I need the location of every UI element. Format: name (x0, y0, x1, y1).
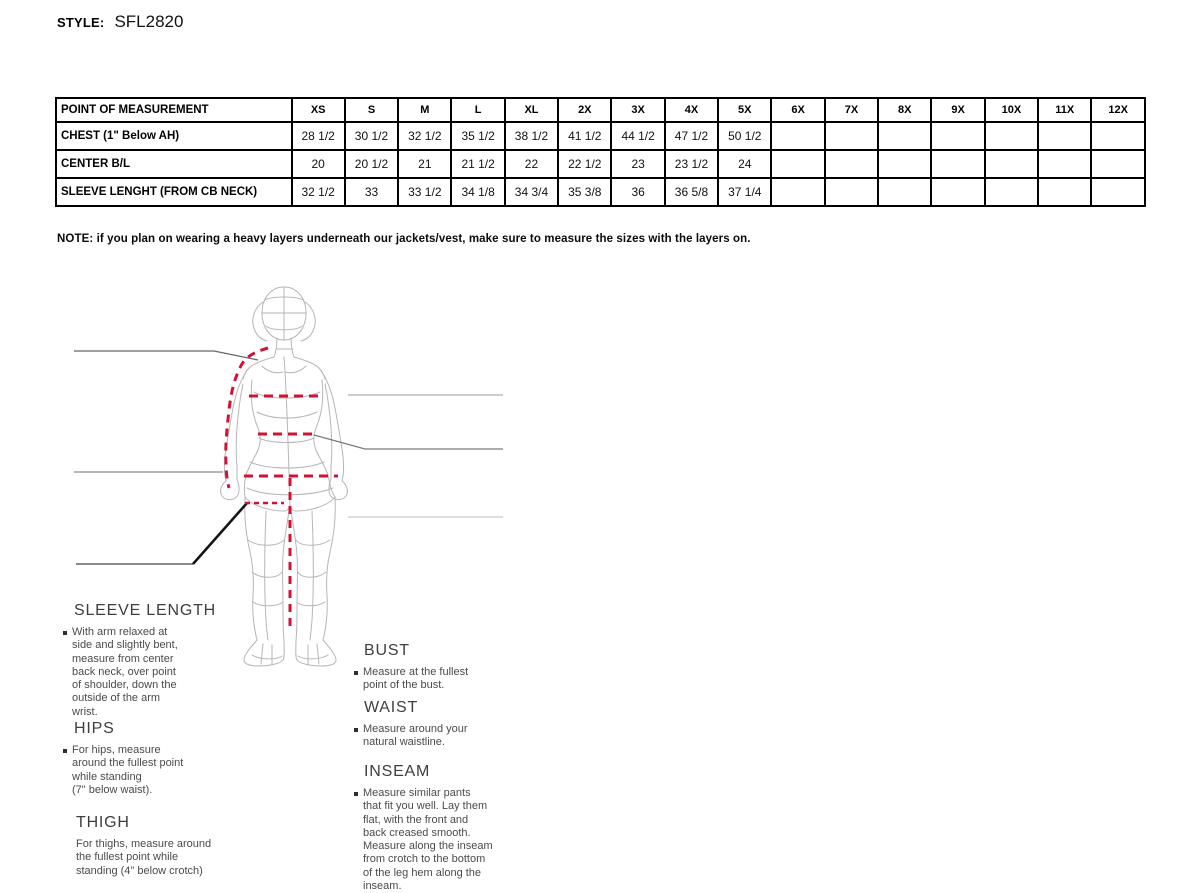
description-line: the fullest point while (76, 851, 179, 864)
size-value-cell: 32 1/2 (292, 178, 345, 206)
row-label: CHEST (1" Below AH) (56, 122, 292, 150)
bust-title: BUST (364, 642, 410, 659)
column-header-size: 2X (558, 98, 611, 122)
description-line: while standing (72, 770, 142, 783)
description-line: Measure around your (363, 723, 468, 735)
description-line: back creased smooth. (363, 826, 471, 839)
size-value-cell: 37 1/4 (718, 178, 771, 206)
description-line: of shoulder, down the (72, 679, 177, 692)
bullet-square-icon (354, 728, 358, 732)
size-value-cell: 33 (345, 178, 398, 206)
column-header-size: 4X (665, 98, 718, 122)
description-line: Measure similar pants (363, 787, 471, 799)
column-header-size: 8X (878, 98, 931, 122)
size-value-cell: 35 3/8 (558, 178, 611, 206)
column-header-size: L (451, 98, 504, 122)
size-value-cell: 24 (718, 150, 771, 178)
description-line: back neck, over point (72, 665, 176, 678)
size-value-cell (878, 122, 931, 150)
description-line: point of the bust. (363, 679, 445, 692)
size-value-cell: 21 (398, 150, 451, 178)
column-header-size: 10X (985, 98, 1038, 122)
size-value-cell (985, 178, 1038, 206)
column-header-size: XS (292, 98, 345, 122)
sleeve-title: SLEEVE LENGTH (74, 602, 217, 619)
diagram-label-sleeve (63, 602, 216, 719)
size-value-cell (1038, 150, 1091, 178)
column-header-size: 5X (718, 98, 771, 122)
body-wireframe (221, 287, 348, 666)
description-line: wrist. (72, 705, 98, 718)
size-value-cell: 34 1/8 (451, 178, 504, 206)
style-header (57, 12, 183, 32)
row-label: SLEEVE LENGHT (FROM CB NECK) (56, 178, 292, 206)
size-value-cell (771, 150, 824, 178)
description-line: around the fullest point (72, 757, 184, 770)
table-row (56, 150, 1145, 178)
size-value-cell (1038, 122, 1091, 150)
column-header-size: XL (505, 98, 558, 122)
diagram-label-bust (354, 642, 468, 693)
size-value-cell: 36 5/8 (665, 178, 718, 206)
table-row (56, 178, 1145, 206)
size-value-cell: 30 1/2 (345, 122, 398, 150)
description-line: that fit you well. Lay them (363, 800, 488, 813)
measurement-diagram (0, 270, 620, 893)
size-value-cell (771, 178, 824, 206)
description-line: With arm relaxed at (72, 626, 168, 638)
description-line: of the leg hem along the (363, 866, 482, 879)
size-value-cell: 33 1/2 (398, 178, 451, 206)
size-value-cell (931, 150, 984, 178)
bullet-square-icon (354, 671, 358, 675)
size-value-cell: 47 1/2 (665, 122, 718, 150)
size-value-cell (825, 122, 878, 150)
size-value-cell: 32 1/2 (398, 122, 451, 150)
diagram-label-inseam (354, 763, 493, 893)
column-header-size: 9X (931, 98, 984, 122)
bust-description (363, 666, 468, 693)
description-line: outside of the arm (72, 692, 161, 705)
row-label: CENTER B/L (56, 150, 292, 178)
thigh-title: THIGH (76, 814, 130, 831)
size-value-cell (1091, 178, 1145, 206)
description-line: measure from center (72, 652, 174, 665)
thigh-description (76, 838, 211, 878)
description-line: flat, with the front and (363, 813, 469, 826)
column-header-point-of-measurement: POINT OF MEASUREMENT (56, 98, 292, 122)
description-line: inseam. (363, 880, 402, 893)
size-value-cell (1038, 178, 1091, 206)
size-value-cell: 28 1/2 (292, 122, 345, 150)
inseam-description (363, 787, 493, 893)
diagram-label-waist (354, 699, 468, 750)
size-value-cell: 44 1/2 (611, 122, 664, 150)
inseam-title: INSEAM (364, 763, 431, 780)
description-line: (7" below waist). (72, 783, 153, 796)
size-value-cell: 22 1/2 (558, 150, 611, 178)
size-chart-table (55, 97, 1146, 207)
description-line: standing (4" below crotch) (76, 864, 203, 877)
hips-description (72, 744, 183, 797)
size-value-cell: 38 1/2 (505, 122, 558, 150)
style-number: SFL2820 (114, 12, 184, 31)
description-line: Measure at the fullest (363, 666, 469, 678)
size-value-cell: 34 3/4 (505, 178, 558, 206)
size-value-cell (771, 122, 824, 150)
size-value-cell: 50 1/2 (718, 122, 771, 150)
table-row (56, 122, 1145, 150)
sleeve-description (72, 626, 178, 719)
description-line: Measure along the inseam (363, 840, 493, 853)
bullet-square-icon (63, 631, 67, 635)
column-header-size: S (345, 98, 398, 122)
diagram-label-thigh (76, 814, 211, 878)
size-value-cell: 20 1/2 (345, 150, 398, 178)
size-value-cell: 23 (611, 150, 664, 178)
description-line: For thighs, measure around (76, 838, 212, 850)
table-header-row (56, 98, 1145, 122)
size-value-cell (985, 150, 1038, 178)
column-header-size: 7X (825, 98, 878, 122)
column-header-size: M (398, 98, 451, 122)
size-value-cell: 21 1/2 (451, 150, 504, 178)
bullet-square-icon (354, 792, 358, 796)
size-value-cell (1091, 122, 1145, 150)
size-value-cell (1091, 150, 1145, 178)
size-value-cell (825, 178, 878, 206)
description-line: from crotch to the bottom (363, 853, 486, 866)
hips-title: HIPS (74, 720, 115, 737)
description-line: side and slightly bent, (72, 639, 178, 652)
waist-description (363, 723, 468, 750)
column-header-size: 3X (611, 98, 664, 122)
waist-title: WAIST (364, 699, 419, 716)
size-value-cell: 22 (505, 150, 558, 178)
bullet-square-icon (63, 749, 67, 753)
size-value-cell (878, 178, 931, 206)
size-value-cell (825, 150, 878, 178)
column-header-size: 11X (1038, 98, 1091, 122)
size-value-cell: 36 (611, 178, 664, 206)
description-line: natural waistline. (363, 736, 445, 749)
size-value-cell (931, 178, 984, 206)
measurement-lines (226, 348, 338, 627)
style-label: STYLE: (57, 15, 105, 30)
description-line: For hips, measure (72, 744, 161, 756)
size-value-cell (985, 122, 1038, 150)
note-text: NOTE: if you plan on wearing a heavy layers underneath our jackets/vest, make sure to measure the sizes with the layers on. (57, 233, 751, 245)
size-value-cell (878, 150, 931, 178)
size-value-cell (931, 122, 984, 150)
size-value-cell: 23 1/2 (665, 150, 718, 178)
size-value-cell: 41 1/2 (558, 122, 611, 150)
size-value-cell: 20 (292, 150, 345, 178)
column-header-size: 12X (1091, 98, 1145, 122)
size-value-cell: 35 1/2 (451, 122, 504, 150)
sleeve-measure-line (226, 348, 268, 488)
diagram-label-hips (63, 720, 183, 797)
column-header-size: 6X (771, 98, 824, 122)
